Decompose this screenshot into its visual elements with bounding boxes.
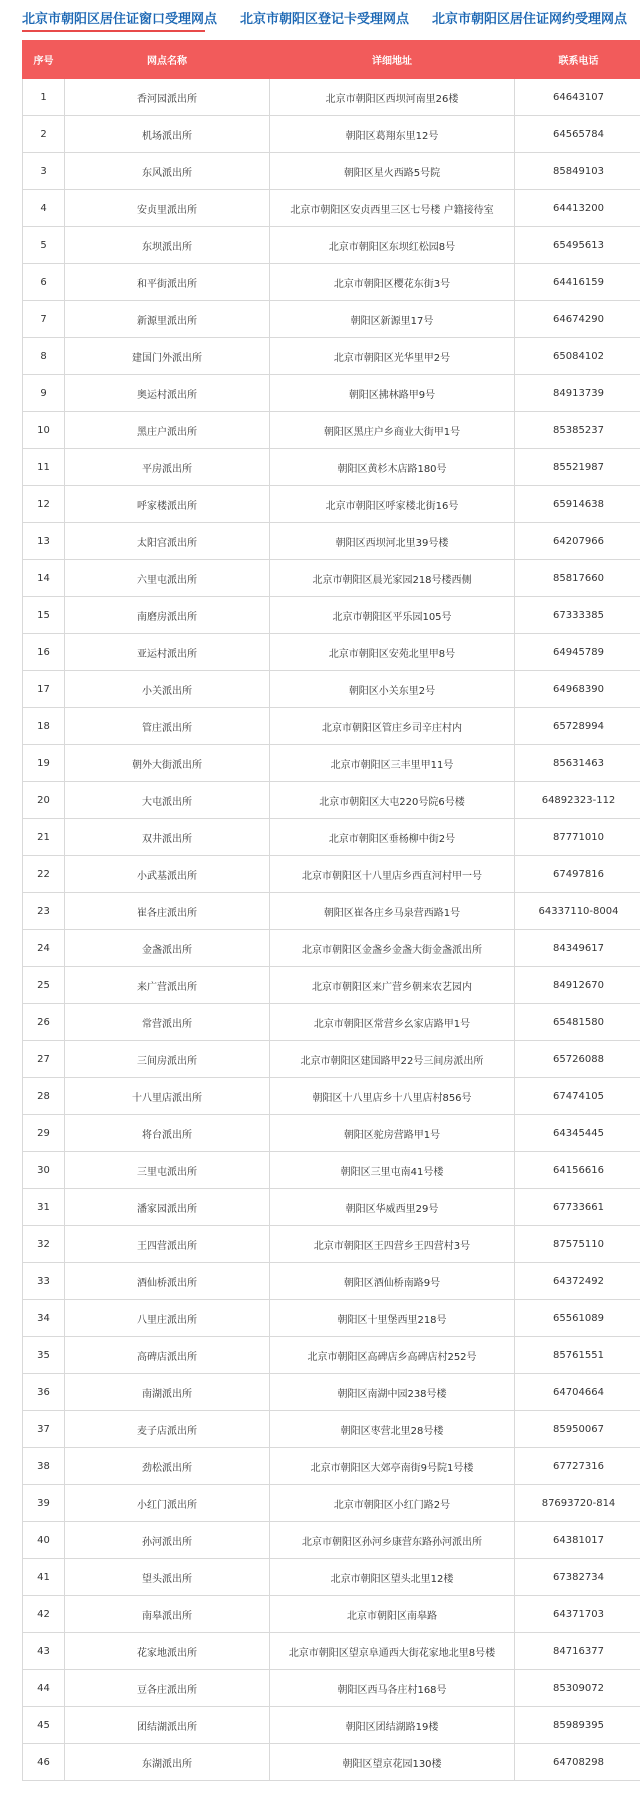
cell-name: 东湖派出所	[65, 1744, 270, 1781]
cell-phone: 84349617	[515, 930, 640, 967]
table-row	[23, 967, 640, 1004]
cell-index: 35	[23, 1337, 65, 1374]
table-row	[23, 1744, 640, 1781]
table-row	[23, 1041, 640, 1078]
cell-index: 11	[23, 449, 65, 486]
table-row	[23, 1448, 640, 1485]
table-row	[23, 153, 640, 190]
cell-phone: 64372492	[515, 1263, 640, 1300]
cell-phone: 85521987	[515, 449, 640, 486]
table-row	[23, 856, 640, 893]
cell-index: 1	[23, 79, 65, 116]
cell-address: 北京市朝阳区南皋路	[270, 1596, 515, 1633]
cell-address: 北京市朝阳区大郊亭南街9号院1号楼	[270, 1448, 515, 1485]
cell-address: 朝阳区黄杉木店路180号	[270, 449, 515, 486]
cell-address: 北京市朝阳区金盏乡金盏大街金盏派出所	[270, 930, 515, 967]
cell-name: 小武基派出所	[65, 856, 270, 893]
table-row	[23, 1559, 640, 1596]
cell-name: 麦子店派出所	[65, 1411, 270, 1448]
cell-address: 北京市朝阳区常营乡幺家店路甲1号	[270, 1004, 515, 1041]
table-row	[23, 412, 640, 449]
cell-index: 16	[23, 634, 65, 671]
cell-index: 19	[23, 745, 65, 782]
table-row	[23, 634, 640, 671]
cell-name: 高碑店派出所	[65, 1337, 270, 1374]
table-row	[23, 1078, 640, 1115]
cell-index: 5	[23, 227, 65, 264]
cell-phone: 64416159	[515, 264, 640, 301]
cell-address: 朝阳区新源里17号	[270, 301, 515, 338]
cell-index: 4	[23, 190, 65, 227]
tab-residence-permit-window[interactable]: 北京市朝阳区居住证窗口受理网点	[22, 12, 218, 27]
cell-address: 朝阳区黑庄户乡商业大街甲1号	[270, 412, 515, 449]
cell-address: 朝阳区小关东里2号	[270, 671, 515, 708]
table-row	[23, 79, 640, 116]
cell-address: 北京市朝阳区孙河乡康营东路孙河派出所	[270, 1522, 515, 1559]
cell-phone: 64708298	[515, 1744, 640, 1781]
cell-index: 18	[23, 708, 65, 745]
cell-phone: 64892323-112	[515, 782, 640, 819]
cell-phone: 67474105	[515, 1078, 640, 1115]
cell-name: 东坝派出所	[65, 227, 270, 264]
cell-name: 来广营派出所	[65, 967, 270, 1004]
cell-index: 22	[23, 856, 65, 893]
cell-name: 十八里店派出所	[65, 1078, 270, 1115]
table-row	[23, 745, 640, 782]
active-tab-underline	[22, 30, 205, 32]
cell-index: 12	[23, 486, 65, 523]
table-row	[23, 1226, 640, 1263]
table-row	[23, 708, 640, 745]
cell-phone: 64371703	[515, 1596, 640, 1633]
cell-address: 北京市朝阳区管庄乡司辛庄村内	[270, 708, 515, 745]
cell-name: 南磨房派出所	[65, 597, 270, 634]
cell-name: 大屯派出所	[65, 782, 270, 819]
cell-name: 三间房派出所	[65, 1041, 270, 1078]
cell-address: 朝阳区南湖中园238号楼	[270, 1374, 515, 1411]
cell-address: 北京市朝阳区十八里店乡西直河村甲一号	[270, 856, 515, 893]
cell-phone: 65084102	[515, 338, 640, 375]
table-row	[23, 1411, 640, 1448]
cell-index: 8	[23, 338, 65, 375]
table-row	[23, 1485, 640, 1522]
table-row	[23, 782, 640, 819]
tab-residence-permit-online[interactable]: 北京市朝阳区居住证网约受理网点	[432, 12, 628, 27]
cell-index: 25	[23, 967, 65, 1004]
cell-phone: 64337110-8004	[515, 893, 640, 930]
table-row	[23, 338, 640, 375]
cell-address: 北京市朝阳区安贞西里三区七号楼 户籍接待室	[270, 190, 515, 227]
cell-phone: 67733661	[515, 1189, 640, 1226]
cell-name: 东风派出所	[65, 153, 270, 190]
cell-index: 7	[23, 301, 65, 338]
cell-phone: 85631463	[515, 745, 640, 782]
cell-address: 朝阳区葛翔东里12号	[270, 116, 515, 153]
cell-index: 6	[23, 264, 65, 301]
cell-name: 朝外大街派出所	[65, 745, 270, 782]
cell-address: 北京市朝阳区安苑北里甲8号	[270, 634, 515, 671]
cell-index: 41	[23, 1559, 65, 1596]
table-row	[23, 1189, 640, 1226]
table-row	[23, 1152, 640, 1189]
cell-index: 21	[23, 819, 65, 856]
cell-name: 豆各庄派出所	[65, 1670, 270, 1707]
cell-phone: 85309072	[515, 1670, 640, 1707]
table-row	[23, 1337, 640, 1374]
table-row	[23, 449, 640, 486]
cell-name: 双井派出所	[65, 819, 270, 856]
cell-index: 27	[23, 1041, 65, 1078]
cell-address: 朝阳区十八里店乡十八里店村856号	[270, 1078, 515, 1115]
cell-name: 奥运村派出所	[65, 375, 270, 412]
cell-phone: 87575110	[515, 1226, 640, 1263]
cell-phone: 64381017	[515, 1522, 640, 1559]
table-row	[23, 1707, 640, 1744]
table-row	[23, 1004, 640, 1041]
cell-name: 三里屯派出所	[65, 1152, 270, 1189]
table-row	[23, 301, 640, 338]
table-row	[23, 671, 640, 708]
header-name: 网点名称	[65, 41, 270, 79]
table-row	[23, 819, 640, 856]
cell-phone: 65481580	[515, 1004, 640, 1041]
cell-address: 朝阳区团结湖路19楼	[270, 1707, 515, 1744]
cell-index: 43	[23, 1633, 65, 1670]
cell-address: 北京市朝阳区樱花东街3号	[270, 264, 515, 301]
table-row	[23, 523, 640, 560]
cell-phone: 87693720-814	[515, 1485, 640, 1522]
cell-name: 潘家园派出所	[65, 1189, 270, 1226]
cell-address: 朝阳区西坝河北里39号楼	[270, 523, 515, 560]
cell-name: 平房派出所	[65, 449, 270, 486]
tab-registration-card[interactable]: 北京市朝阳区登记卡受理网点	[240, 12, 410, 27]
cell-phone: 64643107	[515, 79, 640, 116]
cell-address: 北京市朝阳区大屯220号院6号楼	[270, 782, 515, 819]
cell-phone: 84716377	[515, 1633, 640, 1670]
cell-address: 北京市朝阳区望头北里12楼	[270, 1559, 515, 1596]
cell-phone: 64968390	[515, 671, 640, 708]
cell-phone: 64945789	[515, 634, 640, 671]
cell-index: 42	[23, 1596, 65, 1633]
cell-index: 38	[23, 1448, 65, 1485]
cell-index: 34	[23, 1300, 65, 1337]
table-row	[23, 930, 640, 967]
cell-index: 14	[23, 560, 65, 597]
cell-name: 金盏派出所	[65, 930, 270, 967]
cell-index: 30	[23, 1152, 65, 1189]
cell-name: 和平街派出所	[65, 264, 270, 301]
service-points-table	[22, 40, 640, 1781]
cell-name: 六里屯派出所	[65, 560, 270, 597]
cell-index: 17	[23, 671, 65, 708]
cell-address: 朝阳区三里屯南41号楼	[270, 1152, 515, 1189]
cell-name: 劲松派出所	[65, 1448, 270, 1485]
cell-phone: 85385237	[515, 412, 640, 449]
cell-index: 20	[23, 782, 65, 819]
cell-phone: 65726088	[515, 1041, 640, 1078]
tab-bar	[0, 0, 640, 34]
cell-name: 南湖派出所	[65, 1374, 270, 1411]
table-row	[23, 560, 640, 597]
cell-address: 朝阳区星火西路5号院	[270, 153, 515, 190]
cell-phone: 65728994	[515, 708, 640, 745]
cell-index: 32	[23, 1226, 65, 1263]
cell-address: 北京市朝阳区高碑店乡高碑店村252号	[270, 1337, 515, 1374]
table-row	[23, 227, 640, 264]
cell-address: 北京市朝阳区垂杨柳中街2号	[270, 819, 515, 856]
cell-phone: 84912670	[515, 967, 640, 1004]
cell-name: 酒仙桥派出所	[65, 1263, 270, 1300]
cell-index: 24	[23, 930, 65, 967]
cell-address: 朝阳区驼房营路甲1号	[270, 1115, 515, 1152]
cell-address: 北京市朝阳区光华里甲2号	[270, 338, 515, 375]
cell-address: 北京市朝阳区呼家楼北街16号	[270, 486, 515, 523]
cell-index: 37	[23, 1411, 65, 1448]
cell-phone: 65561089	[515, 1300, 640, 1337]
cell-index: 3	[23, 153, 65, 190]
cell-phone: 87771010	[515, 819, 640, 856]
cell-index: 2	[23, 116, 65, 153]
cell-name: 将台派出所	[65, 1115, 270, 1152]
cell-address: 北京市朝阳区西坝河南里26楼	[270, 79, 515, 116]
cell-phone: 67333385	[515, 597, 640, 634]
cell-phone: 65914638	[515, 486, 640, 523]
cell-name: 小红门派出所	[65, 1485, 270, 1522]
cell-address: 北京市朝阳区晨光家园218号楼西侧	[270, 560, 515, 597]
cell-phone: 64156616	[515, 1152, 640, 1189]
cell-name: 望头派出所	[65, 1559, 270, 1596]
table-row	[23, 1633, 640, 1670]
header-index: 序号	[23, 41, 65, 79]
table-row	[23, 1300, 640, 1337]
cell-index: 28	[23, 1078, 65, 1115]
cell-phone: 64413200	[515, 190, 640, 227]
cell-phone: 85849103	[515, 153, 640, 190]
cell-index: 13	[23, 523, 65, 560]
cell-index: 15	[23, 597, 65, 634]
cell-name: 机场派出所	[65, 116, 270, 153]
table-row	[23, 375, 640, 412]
cell-name: 太阳宫派出所	[65, 523, 270, 560]
cell-address: 朝阳区西马各庄村168号	[270, 1670, 515, 1707]
cell-name: 香河园派出所	[65, 79, 270, 116]
table-row	[23, 893, 640, 930]
cell-address: 北京市朝阳区来广营乡朝来农艺园内	[270, 967, 515, 1004]
cell-name: 亚运村派出所	[65, 634, 270, 671]
cell-phone: 64704664	[515, 1374, 640, 1411]
table-row	[23, 1596, 640, 1633]
cell-name: 黑庄户派出所	[65, 412, 270, 449]
cell-index: 29	[23, 1115, 65, 1152]
cell-name: 八里庄派出所	[65, 1300, 270, 1337]
cell-name: 小关派出所	[65, 671, 270, 708]
cell-name: 王四营派出所	[65, 1226, 270, 1263]
table-row	[23, 486, 640, 523]
cell-name: 常营派出所	[65, 1004, 270, 1041]
cell-phone: 84913739	[515, 375, 640, 412]
table-row	[23, 1522, 640, 1559]
cell-index: 36	[23, 1374, 65, 1411]
cell-address: 朝阳区拂林路甲9号	[270, 375, 515, 412]
table-row	[23, 116, 640, 153]
cell-name: 孙河派出所	[65, 1522, 270, 1559]
cell-phone: 65495613	[515, 227, 640, 264]
cell-address: 北京市朝阳区三丰里甲11号	[270, 745, 515, 782]
cell-name: 安贞里派出所	[65, 190, 270, 227]
cell-phone: 64674290	[515, 301, 640, 338]
table-row	[23, 1670, 640, 1707]
cell-index: 46	[23, 1744, 65, 1781]
cell-phone: 85950067	[515, 1411, 640, 1448]
cell-name: 崔各庄派出所	[65, 893, 270, 930]
cell-index: 40	[23, 1522, 65, 1559]
cell-name: 团结湖派出所	[65, 1707, 270, 1744]
cell-address: 北京市朝阳区王四营乡王四营村3号	[270, 1226, 515, 1263]
cell-index: 23	[23, 893, 65, 930]
cell-phone: 67497816	[515, 856, 640, 893]
cell-index: 45	[23, 1707, 65, 1744]
cell-name: 新源里派出所	[65, 301, 270, 338]
cell-address: 北京市朝阳区东坝红松园8号	[270, 227, 515, 264]
cell-phone: 64565784	[515, 116, 640, 153]
cell-name: 花家地派出所	[65, 1633, 270, 1670]
table-row	[23, 1263, 640, 1300]
table-row	[23, 1115, 640, 1152]
cell-address: 北京市朝阳区望京阜通西大街花家地北里8号楼	[270, 1633, 515, 1670]
table-row	[23, 190, 640, 227]
cell-index: 39	[23, 1485, 65, 1522]
cell-phone: 64207966	[515, 523, 640, 560]
cell-index: 10	[23, 412, 65, 449]
cell-phone: 85989395	[515, 1707, 640, 1744]
cell-address: 北京市朝阳区平乐园105号	[270, 597, 515, 634]
cell-index: 44	[23, 1670, 65, 1707]
header-address: 详细地址	[270, 41, 515, 79]
cell-address: 朝阳区崔各庄乡马泉营西路1号	[270, 893, 515, 930]
cell-name: 呼家楼派出所	[65, 486, 270, 523]
cell-address: 北京市朝阳区建国路甲22号三间房派出所	[270, 1041, 515, 1078]
cell-phone: 64345445	[515, 1115, 640, 1152]
cell-phone: 85761551	[515, 1337, 640, 1374]
table-row	[23, 264, 640, 301]
cell-index: 31	[23, 1189, 65, 1226]
table-row	[23, 597, 640, 634]
cell-address: 朝阳区十里堡西里218号	[270, 1300, 515, 1337]
cell-phone: 85817660	[515, 560, 640, 597]
table-row	[23, 1374, 640, 1411]
cell-address: 朝阳区酒仙桥南路9号	[270, 1263, 515, 1300]
cell-phone: 67727316	[515, 1448, 640, 1485]
cell-name: 建国门外派出所	[65, 338, 270, 375]
cell-address: 朝阳区枣营北里28号楼	[270, 1411, 515, 1448]
cell-address: 朝阳区望京花园130楼	[270, 1744, 515, 1781]
cell-name: 南皋派出所	[65, 1596, 270, 1633]
table-header-row	[23, 41, 640, 79]
cell-address: 朝阳区华威西里29号	[270, 1189, 515, 1226]
cell-index: 33	[23, 1263, 65, 1300]
cell-index: 26	[23, 1004, 65, 1041]
cell-index: 9	[23, 375, 65, 412]
cell-name: 管庄派出所	[65, 708, 270, 745]
cell-phone: 67382734	[515, 1559, 640, 1596]
header-phone: 联系电话	[515, 41, 640, 79]
cell-address: 北京市朝阳区小红门路2号	[270, 1485, 515, 1522]
